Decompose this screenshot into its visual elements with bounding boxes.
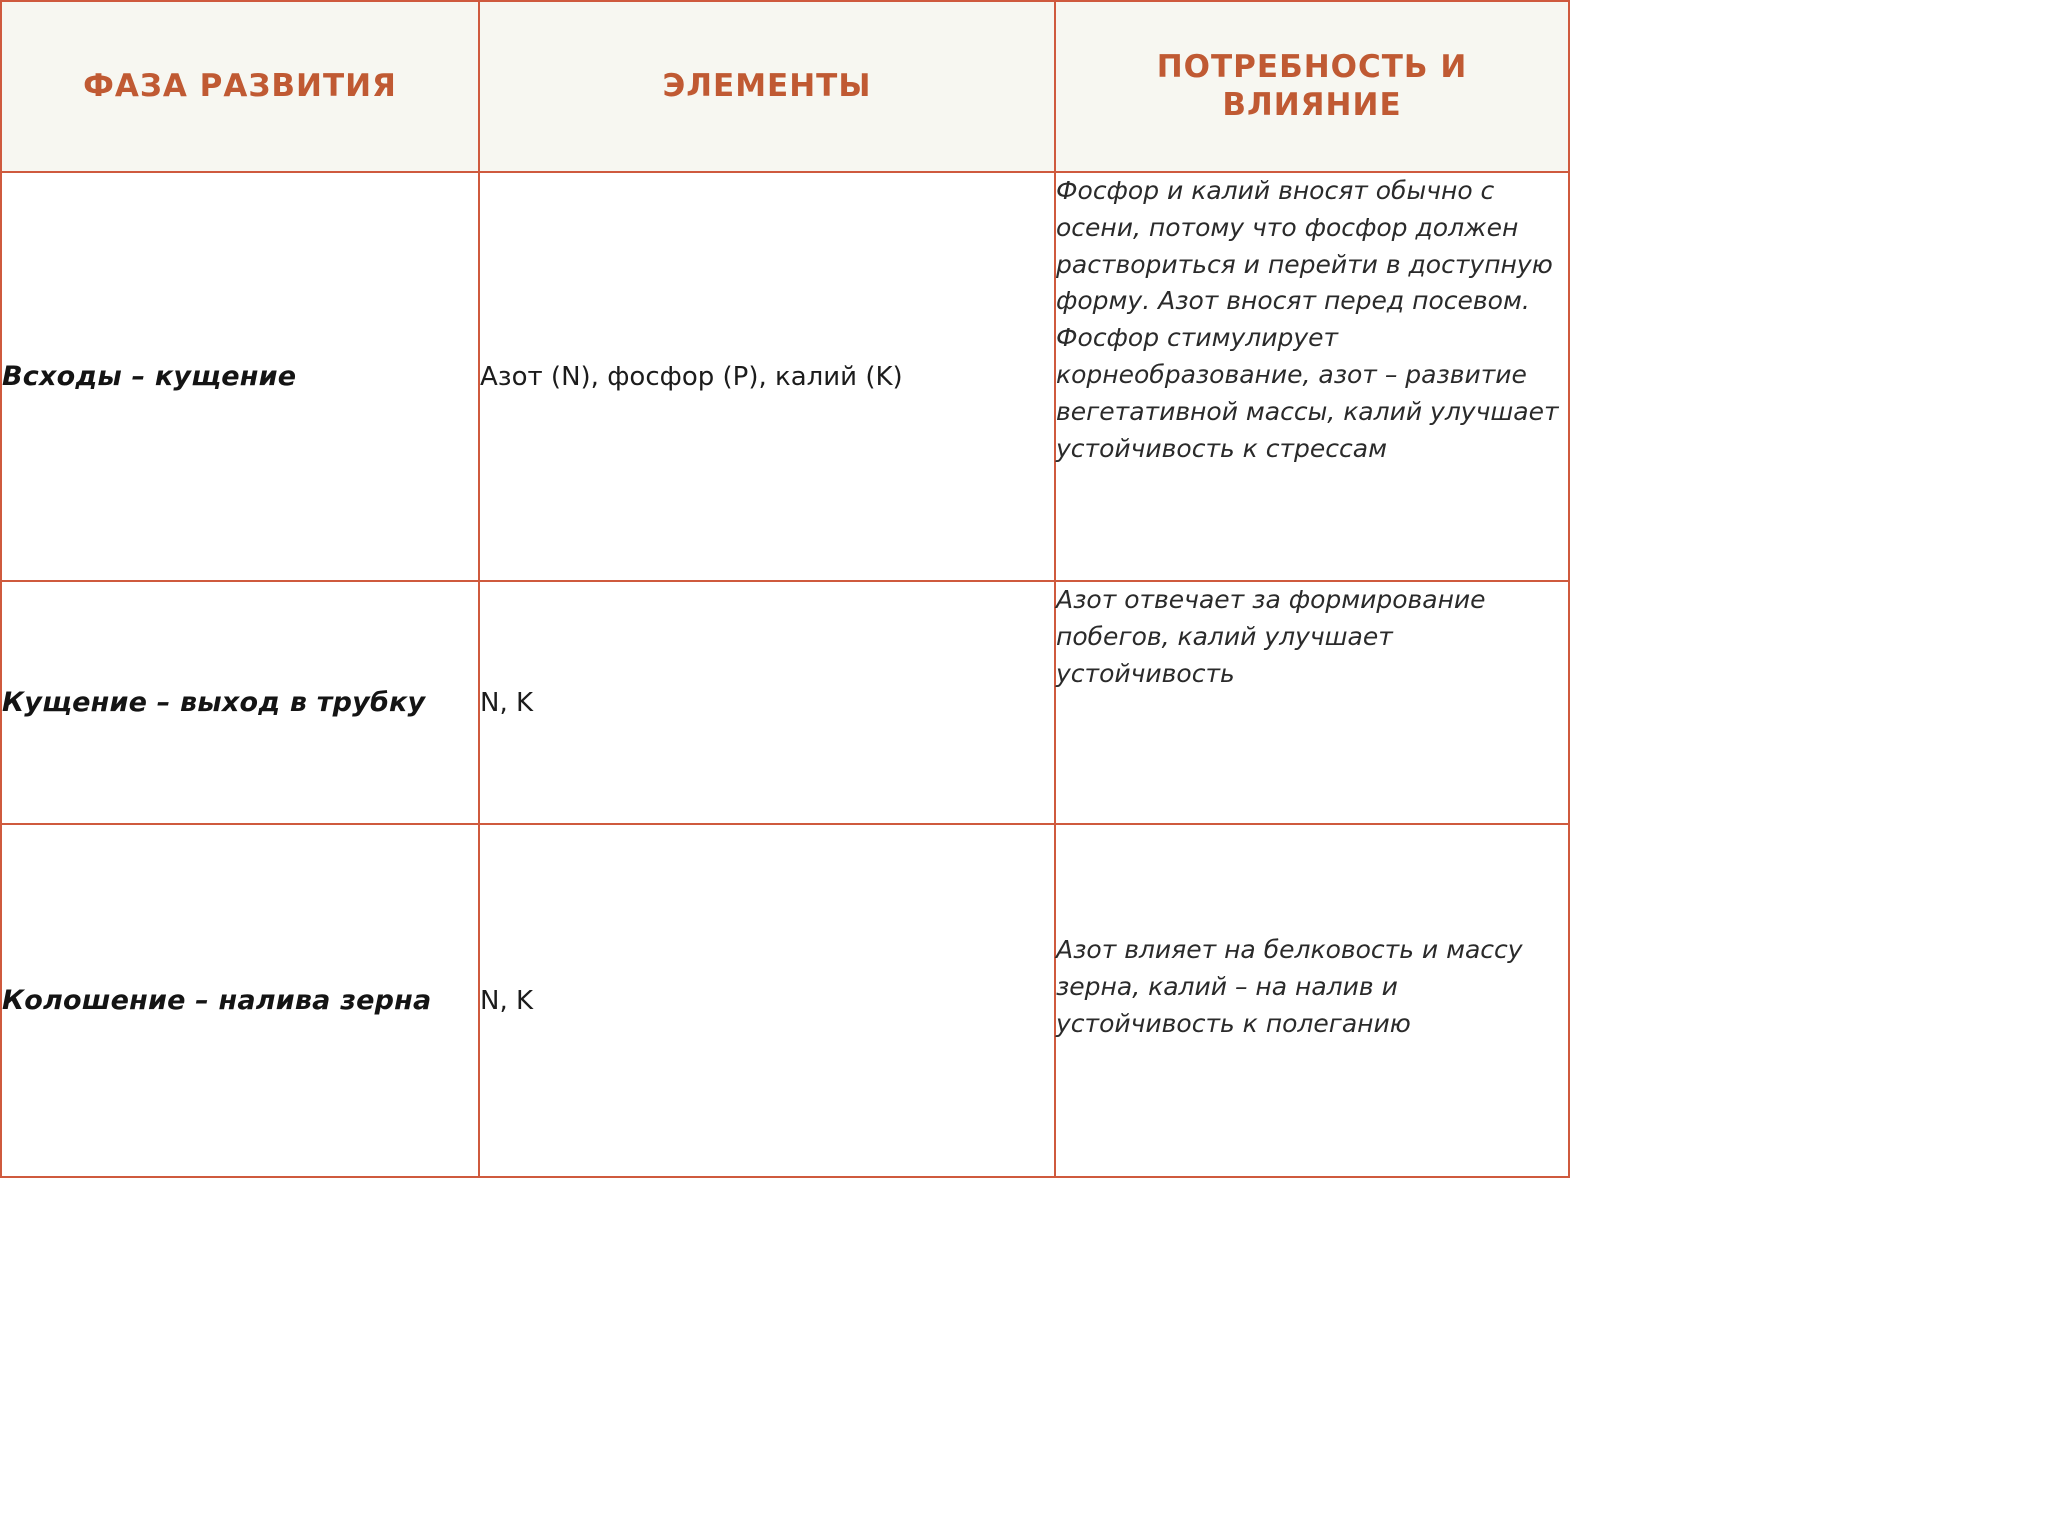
table-row — [1, 824, 1569, 1177]
header-elements: ЭЛЕМЕНТЫ — [479, 1, 1055, 172]
table-body — [1, 172, 1569, 1177]
phase-cell: Колошение – налива зерна — [1, 824, 479, 1177]
elements-cell: N, K — [479, 824, 1055, 1177]
table-row — [1, 581, 1569, 824]
effect-cell: Азот влияет на белковость и массу зерна, калий – на налив и устойчивость к полеганию — [1055, 824, 1569, 1177]
header-phase: ФАЗА РАЗВИТИЯ — [1, 1, 479, 172]
effect-cell: Азот отвечает за формирование побегов, калий улучшает устойчивость — [1055, 581, 1569, 824]
table-row — [1, 172, 1569, 581]
elements-cell: Азот (N), фосфор (P), калий (K) — [479, 172, 1055, 581]
phase-cell: Кущение – выход в трубку — [1, 581, 479, 824]
elements-cell: N, K — [479, 581, 1055, 824]
header-row — [1, 1, 1569, 172]
table-header — [1, 1, 1569, 172]
header-need-and-effect: ПОТРЕБНОСТЬ И ВЛИЯНИЕ — [1055, 1, 1569, 172]
effect-cell: Фосфор и калий вносят обычно с осени, потому что фосфор должен раствориться и перейти в доступную форму. Азот вносят перед посевом. Фосфор стимулирует корнеобразование, азот – развитие вегетативной массы, калий улучшает устойчивость к стрессам — [1055, 172, 1569, 581]
phase-cell: Всходы – кущение — [1, 172, 479, 581]
